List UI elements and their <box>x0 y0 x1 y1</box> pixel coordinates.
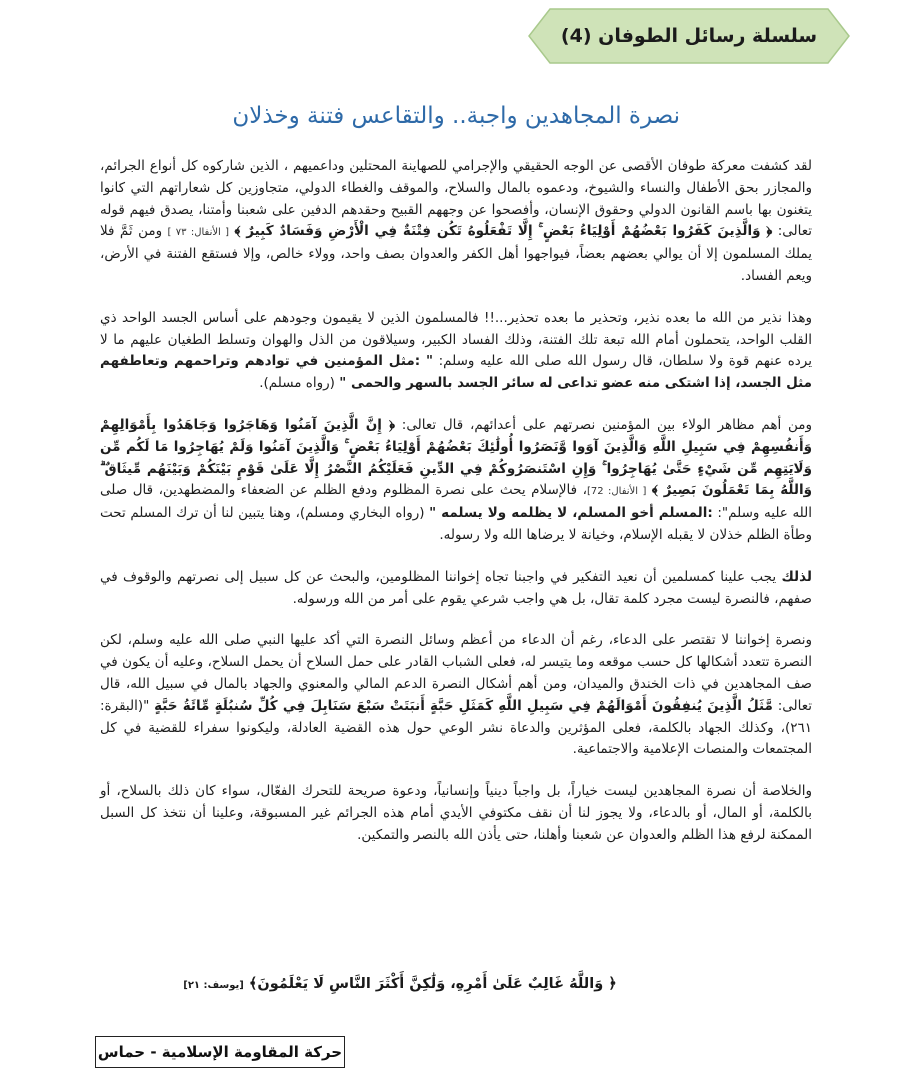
paragraph-text: ومن ثَمَّ فلا يملك المسلمون إلا أن يوالي بعضهم بعضاً، فيواجهوا أهل الكفر والعدوان بصف واحد، وولاء خالص، وإلا فستقع الفتنة في الأرض، ويعم الفساد. <box>100 223 812 284</box>
paragraph-3 <box>100 415 812 547</box>
verse-reference: [ الأنفال: ٧٣ ] <box>167 227 230 239</box>
paragraph-text: يجب علينا كمسلمين أن نعيد التفكير في واجبنا تجاه إخواننا المظلومين، والبحث عن كل سبيل إلى نصرتهم والوقوف في صفهم، فالنصرة ليست مجرد كلمة تقال، بل هي واجب شرعي يقوم على أمر من الله ورسوله. <box>100 568 812 607</box>
paragraph-1 <box>100 156 812 288</box>
paragraph-text: وهذا نذير من الله ما بعده نذير، وتحذير ما بعده تحذير...!! فالمسلمون الذين لا يقيمون وجودهم على أساس الجسد الواحد ذي القلب الواحد، يتحملون أمام الله تبعة تلك الفتنة، وذلك الفساد الكبير، وسيلاقون من الذل والهوان وتسلط الطغيان عليهم ما لا يرده عنهم قوة ولا سلطان، قال رسول الله صلى الله عليه وسلم: <box>100 309 812 370</box>
series-title: سلسلة رسائل الطوفان (4) <box>560 25 818 47</box>
verse-reference: "(البقرة: ٢٦١) <box>100 697 812 736</box>
paragraph-text: والخلاصة أن نصرة المجاهدين ليست خياراً، بل واجباً دينياً وإنسانياً، ودعوة صريحة للتحرك الفعّال، سواء كان ذلك بالسلاح، أو بالكلمة، أو المال، أو بالدعاء، ولا يجوز لنا أن نقف مكتوفي الأيدي أمام هذه الجرائم غير المسبوقة، وعلينا أن نتخذ كل السبل الممكنة لرفع هذا الظلم والعدوان عن شعبنا وأهلنا، حتى يأذن الله بالنصر والتمكين. <box>100 783 812 843</box>
series-banner <box>528 8 850 64</box>
paragraph-2 <box>100 308 812 395</box>
hadith-quote: " :مثل المؤمنين في توادهم وتراحمهم وتعاطفهم مثل الجسد، إذا اشتكى منه عضو تداعى له سائر الجسد بالسهر والحمى " <box>100 353 812 392</box>
paragraph-text: ونصرة إخواننا لا تقتصر على الدعاء، رغم أن الدعاء من أعظم وسائل النصرة التي أكد عليها النبي صلى الله عليه وسلم، لكن النصرة تتعدد أشكالها كل حسب موقعه وما يتيسر له، فعلى الشباب القادر على حمل السلاح أن يحمل السلاح، وعليه أن يكون في صف المجاهدين في ذات الخندق والميدان، ومن أهم أشكال النصرة الدعم المالي والمعنوي والجهاد بالمال في سبيل الله، قال تعالى: <box>100 632 812 714</box>
paragraph-text: ، وكذلك الجهاد بالكلمة، فعلى المؤثرين والدعاة نشر الوعي حول هذه القضية العادلة، وليكونوا سفراء للقضية في كل المجتمعات والمنصات الإعلامية والاجتماعية. <box>100 719 812 758</box>
paragraph-4 <box>100 567 812 611</box>
paragraph-text: ، فالإسلام يحث على نصرة المظلوم ودفع الظلم عن الضعفاء والمضطهدين، قال صلى الله عليه وسلم": <box>100 482 813 522</box>
quran-verse: ﴿ وَالَّذِينَ كَفَرُوا بَعْضُهُمْ أَوْلِيَاءُ بَعْضٍ ۚ إِلَّا تَفْعَلُوهُ تَكُن فِتْنَةٌ فِي الْأَرْضِ وَفَسَادٌ كَبِيرٌ ﴾ <box>234 223 773 240</box>
verse-reference: [يوسف: ٢١] <box>183 980 244 991</box>
article-body <box>100 156 812 867</box>
quran-verse: ﴿ وَاللَّهُ غَالِبٌ عَلَىٰ أَمْرِهِ، وَلَٰكِنَّ أَكْثَرَ النَّاسِ لَا يَعْلَمُونَ﴾ <box>248 976 617 992</box>
signature-box: حركة المقاومة الإسلامية - حماس <box>95 1036 345 1068</box>
paragraph-6 <box>100 781 812 846</box>
paragraph-text: ومن أهم مظاهر الولاء بين المؤمنين نصرتهم على أعدائهم، قال تعالى: <box>395 416 813 433</box>
paragraph-5 <box>100 630 812 761</box>
quran-verse: مَّثَلُ الَّذِينَ يُنفِقُونَ أَمْوَالَهُمْ فِي سَبِيلِ اللَّهِ كَمَثَلِ حَبَّةٍ أَنبَتَتْ سَبْعَ سَنَابِلَ فِي كُلِّ سُنبُلَةٍ مِّائَةُ حَبَّةٍ <box>154 697 773 714</box>
paragraph-lead-word: لذلك <box>781 568 812 585</box>
closing-verse <box>100 976 700 992</box>
paragraph-text: لقد كشفت معركة طوفان الأقصى عن الوجه الحقيقي والإجرامي للصهاينة المحتلين وداعميهم ، الذين شاركوه كل أنواع الجرائم، والمجازر بحق الأطفال والنساء والشيوخ، ودعموه بالمال والسلاح، والموقف والغطاء الدولي، متجاوزين كل شعاراتهم التي كانوا يتغنون بها باسم القانون الدولي وحقوق الإنسان، وأفصحوا عن وجههم القبيح وحقدهم الدفين على شعبنا وأمتنا، يصدق فيهم قوله تعالى: <box>100 158 812 240</box>
hadith-source: (رواه البخاري ومسلم)، <box>295 505 425 522</box>
hadith-source: (رواه مسلم). <box>259 375 335 392</box>
page-title: نصرة المجاهدين واجبة.. والتقاعس فتنة وخذلان <box>232 103 680 129</box>
hadith-quote: :المسلم أخو المسلم، لا يظلمه ولا يسلمه " <box>429 505 713 522</box>
quran-verse: ﴿ إِنَّ الَّذِينَ آمَنُوا وَهَاجَرُوا وَجَاهَدُوا بِأَمْوَالِهِمْ وَأَنفُسِهِمْ فِي سَبِيلِ اللَّهِ وَالَّذِينَ آوَوا وَّنَصَرُوا أُولَٰئِكَ بَعْضُهُمْ أَوْلِيَاءُ بَعْضٍ ۚ وَالَّذِينَ آمَنُوا وَلَمْ يُهَاجِرُوا مَا لَكُم مِّن وَلَايَتِهِم مِّن شَيْءٍ حَتَّىٰ يُهَاجِرُوا ۚ وَإِنِ اسْتَنصَرُوكُمْ فِي الدِّينِ فَعَلَيْكُمُ النَّصْرُ إِلَّا عَلَىٰ قَوْمٍ بَيْنَكُمْ وَبَيْنَهُم مِّيثَاقٌ ۗ وَاللَّهُ بِمَا تَعْمَلُونَ بَصِيرٌ ﴾ <box>100 416 813 499</box>
paragraph-text: وهنا يتبين لنا أن ترك المسلم تحت وطأة الظلم خذلان لا يقبله الإسلام، وخيانة لا يرضاها الله ولا رسوله. <box>100 505 812 543</box>
verse-reference: [ الأنفال: 72] <box>587 486 647 498</box>
